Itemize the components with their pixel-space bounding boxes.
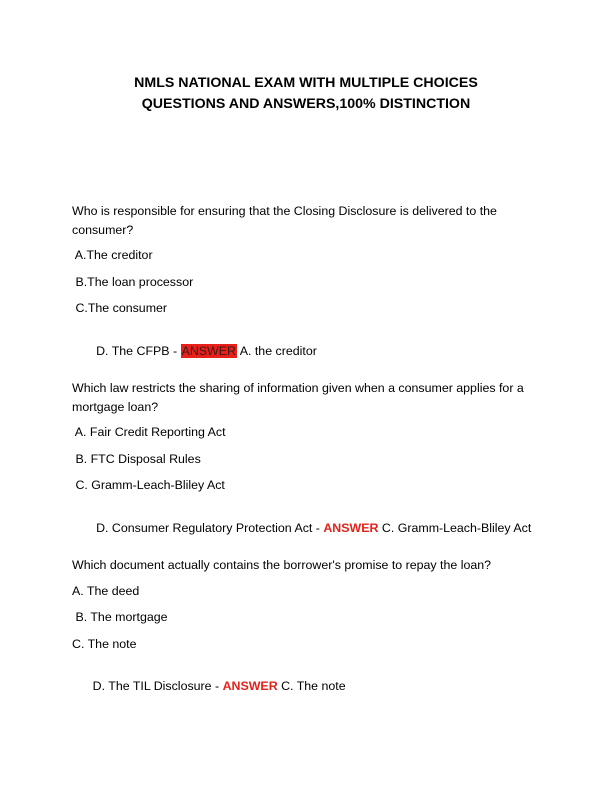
option-d-with-answer — [72, 662, 346, 710]
question-block-2 — [72, 379, 542, 535]
question-block-3 — [72, 556, 542, 693]
answer-text: C. Gramm-Leach-Bliley Act — [378, 521, 532, 535]
option-b: B.The loan processor — [72, 275, 194, 289]
answer-label: ANSWER — [323, 521, 379, 535]
option-b: B. The mortgage — [72, 610, 168, 624]
option-d: D. Consumer Regulatory Protection Act - — [92, 521, 324, 535]
option-d: D. The TIL Disclosure - — [92, 679, 223, 693]
question-text: Which law restricts the sharing of information given when a consumer applies for a mortgage loan? — [72, 381, 524, 414]
option-b: B. FTC Disposal Rules — [72, 452, 201, 466]
option-c: C.The consumer — [72, 301, 168, 315]
question-text: Who is responsible for ensuring that the Closing Disclosure is delivered to the consumer? — [72, 204, 497, 237]
option-a: A.The creditor — [72, 248, 153, 262]
answer-text: A. the creditor — [236, 344, 317, 358]
option-a: A. The deed — [72, 584, 140, 598]
option-d: D. The CFPB - — [92, 344, 181, 358]
answer-text: C. The note — [277, 679, 346, 693]
question-block-1 — [72, 202, 542, 358]
option-c: C. Gramm-Leach-Bliley Act — [72, 478, 225, 492]
answer-label: ANSWER — [222, 679, 278, 693]
option-a: A. Fair Credit Reporting Act — [72, 425, 226, 439]
option-c: C. The note — [72, 637, 137, 651]
option-d-with-answer — [72, 504, 531, 552]
option-d-with-answer — [72, 327, 317, 375]
question-text: Which document actually contains the borrower's promise to repay the loan? — [72, 558, 492, 572]
title-line-1: NMLS NATIONAL EXAM WITH MULTIPLE CHOICES — [134, 75, 478, 91]
answer-label-highlighted: ANSWER — [181, 344, 236, 358]
title-line-2: QUESTIONS AND ANSWERS,100% DISTINCTION — [141, 96, 471, 112]
document-title — [60, 73, 552, 115]
